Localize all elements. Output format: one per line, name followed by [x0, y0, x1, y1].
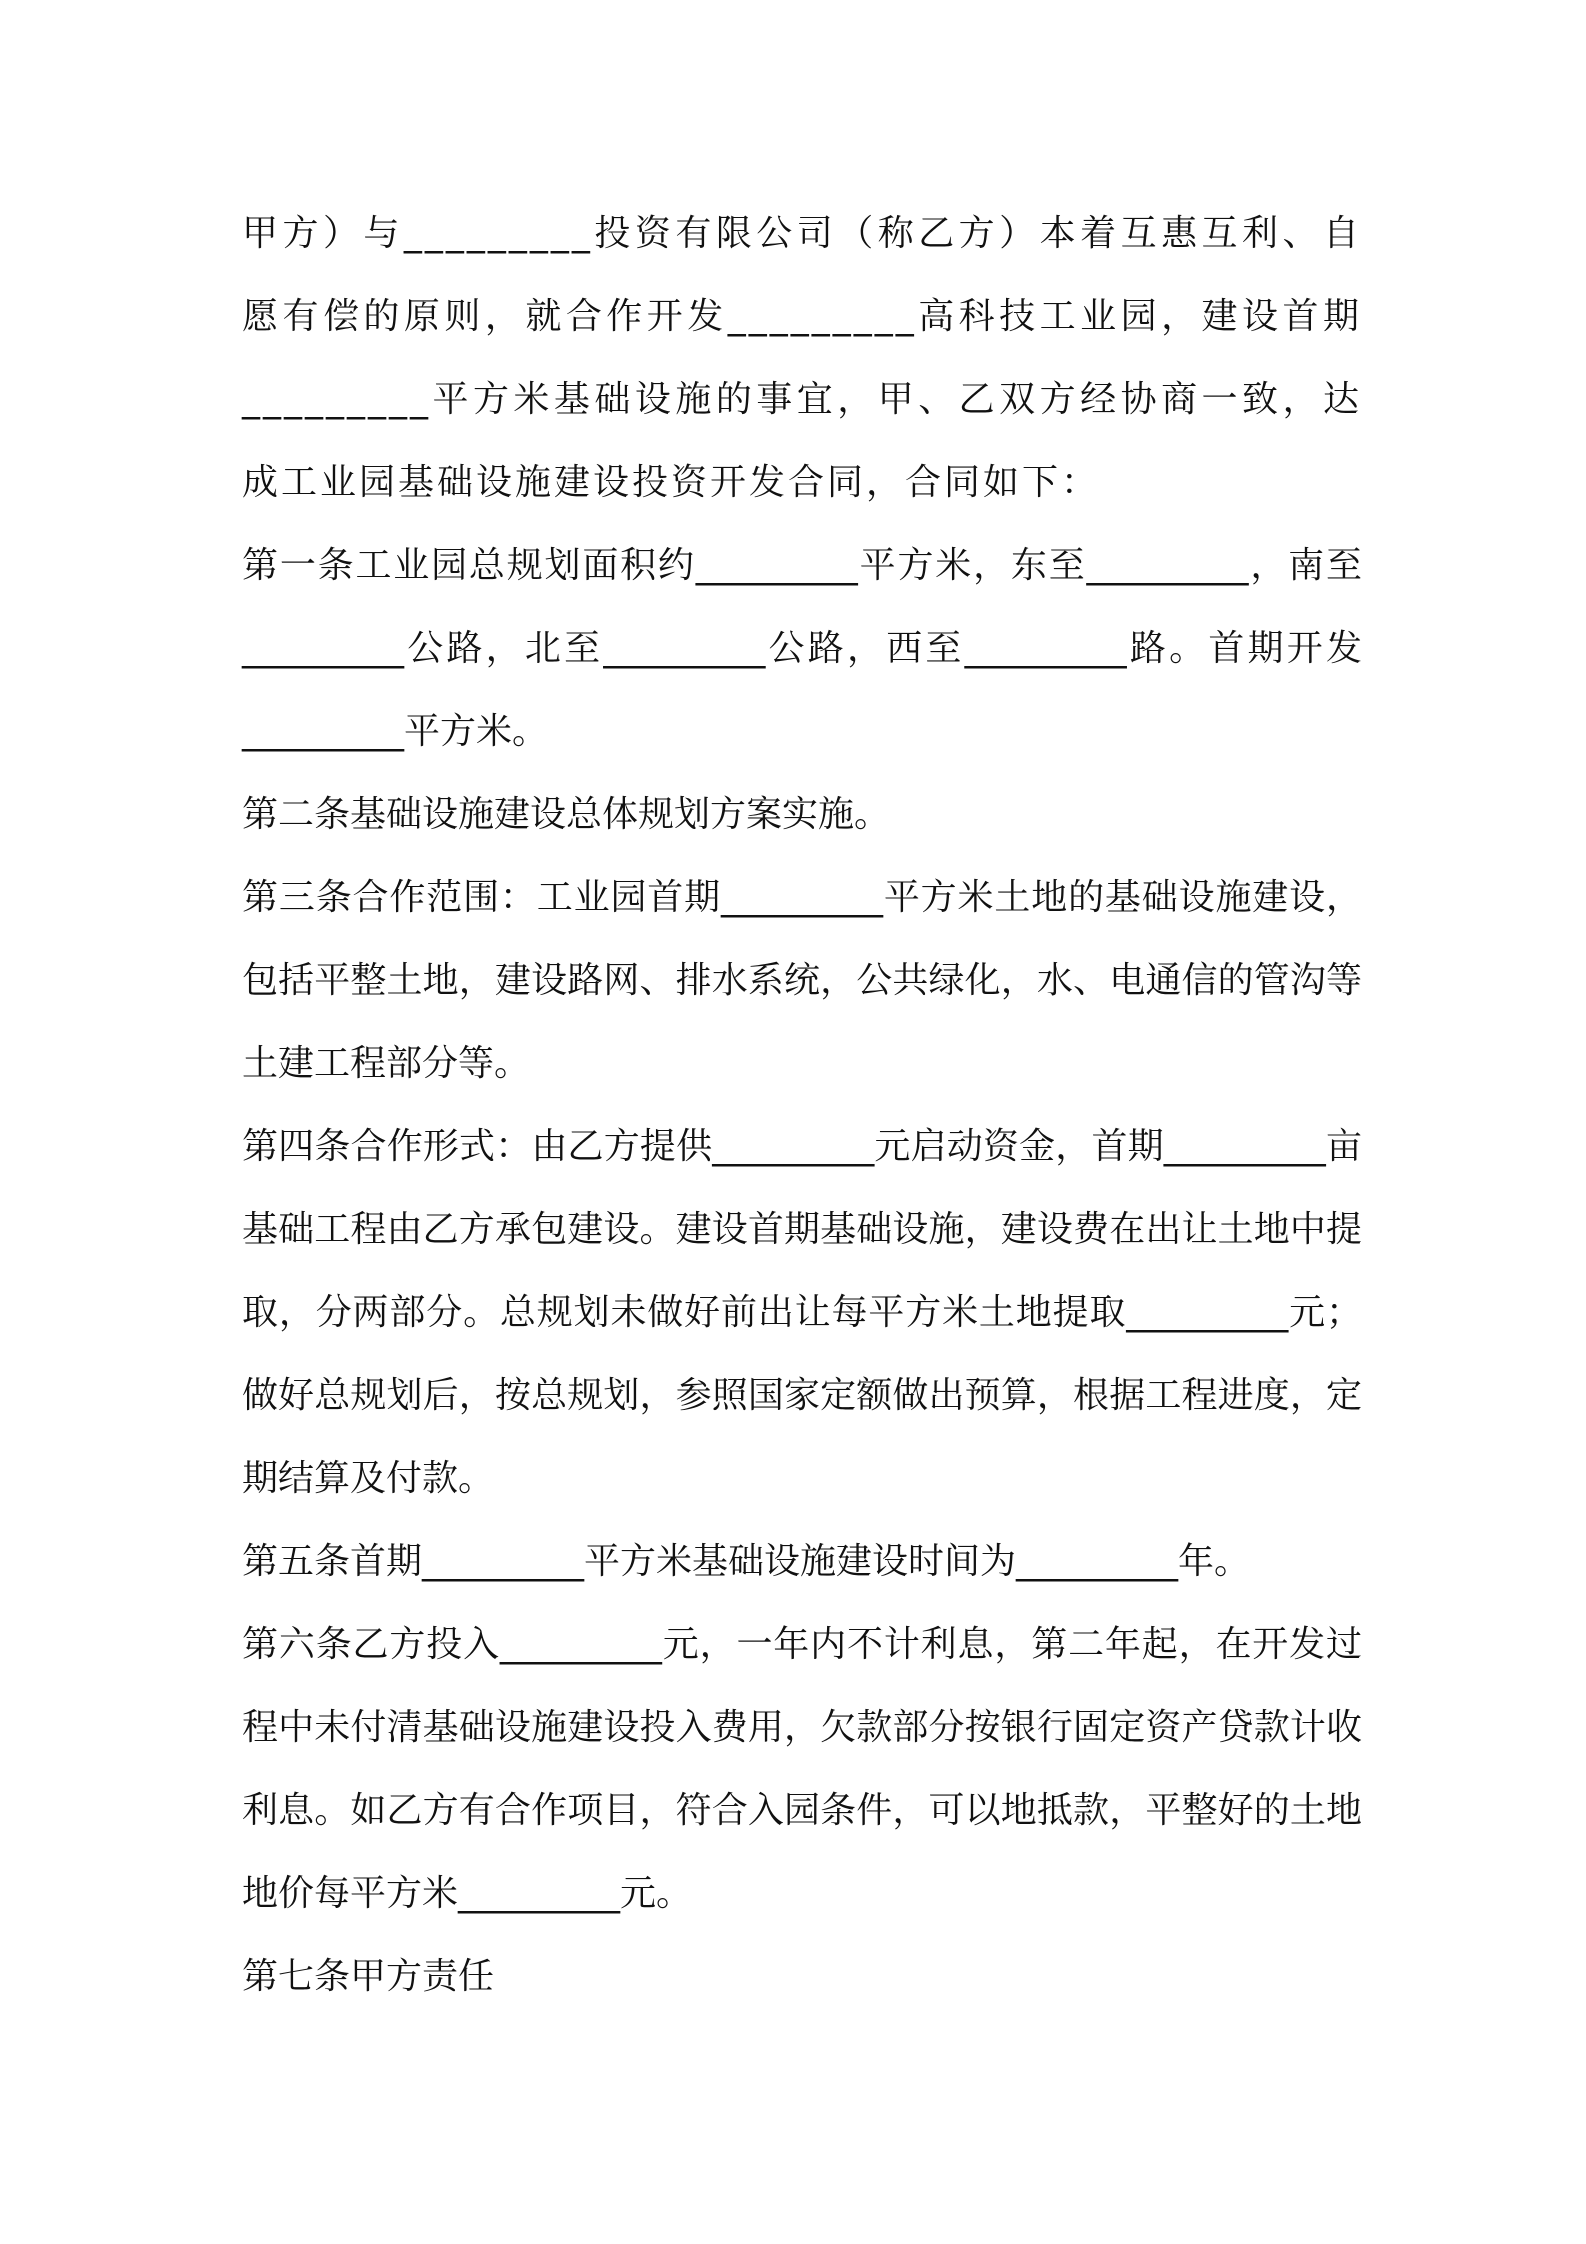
paragraph-article-5: 第五条首期_________平方米基础设施建设时间为_________年。 — [242, 1541, 1251, 1582]
contract-body — [242, 192, 1362, 2018]
paragraph-article-4: 第四条合作形式：由乙方提供_________元启动资金，首期_________亩基础工程由乙方承包建设。建设首期基础设施，建设费在出让土地中提取，分两部分。总规划未做好前出让每平方米土地提取_________元；做好总规划后，按总规划，参照国家定额做出预算，根据工程进度，定期结算及付款。 — [242, 1126, 1362, 1499]
paragraph-article-1: 第一条工业园总规划面积约_________平方米，东至_________，南至_________公路，北至_________公路，西至_________路。首期开发_________平方米。 — [242, 545, 1362, 752]
paragraph-article-2: 第二条基础设施建设总体规划方案实施。 — [242, 794, 891, 835]
paragraph-article-7-heading: 第七条甲方责任 — [242, 1956, 495, 1997]
paragraph-intro: 甲方）与_________投资有限公司（称乙方）本着互惠互利、自愿有偿的原则，就合作开发_________高科技工业园，建设首期_________平方米基础设施的事宜，甲、乙双方经协商一致，达成工业园基础设施建设投资开发合同，合同如下： — [242, 213, 1362, 503]
paragraph-article-3: 第三条合作范围：工业园首期_________平方米土地的基础设施建设，包括平整土地，建设路网、排水系统，公共绿化，水、电通信的管沟等土建工程部分等。 — [242, 877, 1362, 1084]
paragraph-article-6: 第六条乙方投入_________元，一年内不计利息，第二年起，在开发过程中未付清基础设施建设投入费用，欠款部分按银行固定资产贷款计收利息。如乙方有合作项目，符合入园条件，可以地抵款，平整好的土地地价每平方米_________元。 — [242, 1624, 1362, 1914]
